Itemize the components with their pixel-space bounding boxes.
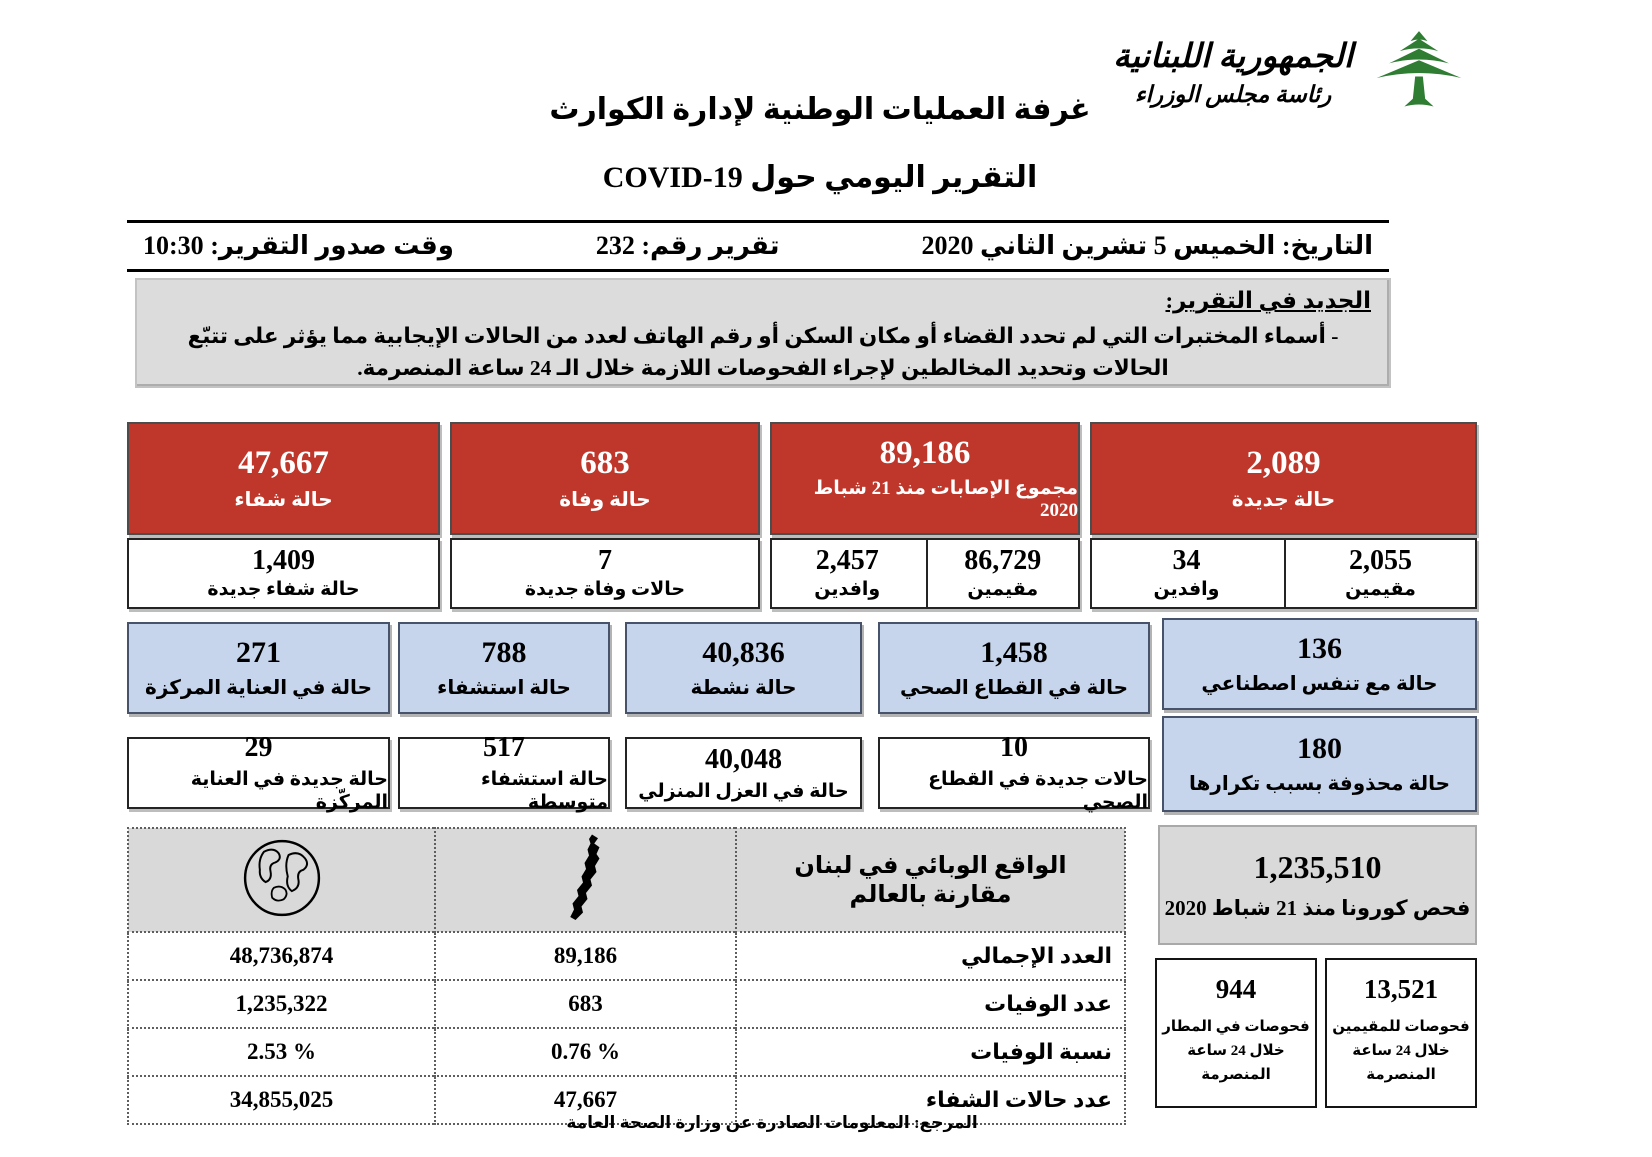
new-deaths-label: حالات وفاة جديدة (524, 579, 686, 601)
page-title: غرفة العمليات الوطنية لإدارة الكوارث (549, 93, 1091, 126)
duplicates-removed-label: حالة محذوفة بسبب تكرارها (1188, 773, 1451, 795)
new-cases-arrivals-value: 34 (1172, 544, 1201, 576)
lebanon-map-icon (560, 833, 612, 923)
row-recoveries-lebanon: 47,667 (435, 1076, 736, 1124)
new-cases-residents-value: 2,055 (1349, 544, 1412, 576)
comparison-table-header (128, 828, 1125, 932)
active-cases-label: حالة نشطة (690, 677, 797, 699)
airport-tests-label-2: خلال 24 ساعة (1187, 1043, 1285, 1059)
comparison-table-title: الواقع الوبائي في لبنان مقارنة بالعالم (736, 828, 1125, 932)
status-card-icu (127, 622, 390, 714)
icu-value: 271 (236, 636, 281, 669)
health-sector-new-label: حالات جديدة في القطاع الصحي (928, 769, 1148, 813)
total-cases-arrivals-label: وافدين (814, 579, 881, 601)
home-isolation-value: 40,048 (705, 743, 782, 775)
report-date: التاريخ: الخميس 5 تشرين الثاني 2020 (921, 231, 1373, 260)
deaths-label: حالة وفاة (559, 489, 651, 511)
new-cases-breakdown (1090, 538, 1477, 609)
world-column-header (128, 828, 435, 932)
total-cases-residents-label: مقيمين (967, 579, 1039, 601)
status-card-health-sector-new (878, 732, 1150, 813)
row-recoveries-label: عدد حالات الشفاء (736, 1076, 1125, 1124)
new-cases-arrivals (1092, 540, 1281, 607)
stat-card-new-cases (1090, 422, 1477, 535)
total-cases-label: مجموع الإصابات منذ 21 شباط 2020 (813, 478, 1078, 521)
stat-card-total-cases (770, 422, 1080, 535)
hospital-moderate-value: 517 (483, 732, 525, 763)
row-death-rate-label: نسبة الوفيات (736, 1028, 1125, 1076)
row-total-lebanon: 89,186 (435, 932, 736, 980)
table-row-total (128, 932, 1125, 980)
row-recoveries-world: 34,855,025 (128, 1076, 435, 1124)
stat-card-recoveries (127, 422, 440, 535)
new-deaths-value: 7 (598, 544, 612, 576)
status-card-health-sector (878, 622, 1150, 714)
whats-new-body: أسماء المختبرات التي لم تحدد القضاء أو مكان السكن أو رقم الهاتف لعدد من الحالات الإيجابية مما يؤثر على تتبّع الحالات وتحديد المخالطين لإجراء الفحوصات اللازمة خلال الـ 24 ساعة المنصرمة. (187, 324, 1326, 381)
residents-tests-value: 13,521 (1363, 974, 1439, 1004)
total-tests-label: فحص كورونا منذ 21 شباط 2020 (1164, 896, 1471, 920)
deaths-value: 683 (580, 445, 630, 481)
row-death-rate-lebanon: 0.76 % (435, 1028, 736, 1076)
status-card-ventilator (1162, 618, 1477, 710)
report-issue-time: وقت صدور التقرير: 10:30 (143, 231, 454, 260)
airport-tests-card (1155, 958, 1317, 1108)
table-row-deaths (128, 980, 1125, 1028)
health-sector-new-value: 10 (1000, 732, 1028, 763)
total-tests-value: 1,235,510 (1253, 849, 1382, 885)
home-isolation-label: حالة في العزل المنزلي (638, 780, 849, 802)
whats-new-bullet: - (1331, 324, 1339, 348)
residents-tests-label-2: خلال 24 ساعة (1352, 1043, 1450, 1059)
total-cases-arrivals (772, 540, 923, 607)
hospitalized-label: حالة استشفاء (437, 677, 571, 699)
new-cases-value: 2,089 (1246, 445, 1321, 481)
active-cases-value: 40,836 (702, 636, 785, 669)
residents-tests-label-3: المنصرمة (1366, 1067, 1436, 1083)
ventilator-label: حالة مع تنفس اصطناعي (1201, 673, 1438, 695)
new-cases-arrivals-label: وافدين (1153, 579, 1220, 601)
total-cases-residents-value: 86,729 (964, 544, 1042, 576)
report-info-bar (127, 220, 1389, 272)
airport-tests-label-3: المنصرمة (1201, 1067, 1271, 1083)
ventilator-value: 136 (1297, 632, 1342, 665)
row-deaths-world: 1,235,322 (128, 980, 435, 1028)
logo-org-name: الجمهورية اللبنانية (1113, 39, 1353, 75)
row-death-rate-world: 2.53 % (128, 1028, 435, 1076)
icu-new-value: 29 (244, 732, 273, 763)
icu-new-label: حالة جديدة في العناية المركّزة (190, 769, 388, 813)
total-tests-card (1158, 825, 1477, 945)
total-cases-breakdown (770, 538, 1080, 609)
recoveries-label: حالة شفاء (234, 489, 333, 511)
logo-org-subtitle: رئاسة مجلس الوزراء (1134, 82, 1332, 107)
report-number: تقرير رقم: 232 (595, 231, 780, 260)
status-card-duplicates-removed (1162, 716, 1477, 812)
globe-icon (241, 837, 323, 919)
new-recoveries-value: 1,409 (252, 544, 315, 576)
duplicates-removed-value: 180 (1297, 732, 1342, 765)
page-subtitle: التقرير اليومي حول COVID-19 (602, 161, 1038, 194)
source-note: المرجع: المعلومات الصادرة عن وزارة الصحة العامة (566, 1113, 978, 1132)
recoveries-value: 47,667 (238, 445, 329, 481)
total-cases-arrivals-value: 2,457 (815, 544, 879, 576)
icu-label: حالة في العناية المركزة (145, 677, 372, 699)
airport-tests-value: 944 (1215, 974, 1257, 1004)
status-card-hospitalized (398, 622, 610, 714)
airport-tests-label-1: فحوصات في المطار (1162, 1019, 1310, 1035)
new-deaths-card (450, 538, 760, 609)
total-cases-value: 89,186 (879, 435, 971, 471)
status-card-home-isolation (625, 737, 862, 809)
new-cases-residents-label: مقيمين (1345, 579, 1416, 601)
stat-card-deaths (450, 422, 760, 535)
hospital-moderate-label: حالة استشفاء متوسطة (480, 769, 608, 813)
lebanon-column-header (435, 828, 736, 932)
new-cases-label: حالة جديدة (1231, 489, 1336, 511)
comparison-table (127, 827, 1126, 1125)
residents-tests-card (1325, 958, 1477, 1108)
row-total-label: العدد الإجمالي (736, 932, 1125, 980)
status-card-active-cases (625, 622, 862, 714)
hospitalized-value: 788 (481, 636, 527, 669)
whats-new-heading: الجديد في التقرير: (1165, 288, 1371, 313)
health-sector-label: حالة في القطاع الصحي (899, 677, 1129, 699)
total-cases-residents (926, 540, 1079, 607)
row-deaths-lebanon: 683 (435, 980, 736, 1028)
row-total-world: 48,736,874 (128, 932, 435, 980)
residents-tests-label-1: فحوصات للمقيمين (1332, 1019, 1470, 1035)
whats-new-box (135, 278, 1391, 388)
new-cases-residents (1284, 540, 1475, 607)
status-card-hospital-moderate (398, 732, 610, 813)
status-card-icu-new (127, 732, 390, 813)
cedar-tree-icon (1369, 22, 1469, 134)
health-sector-value: 1,458 (980, 636, 1048, 669)
whats-new-text (155, 320, 1371, 385)
table-row-death-rate (128, 1028, 1125, 1076)
row-deaths-label: عدد الوفيات (736, 980, 1125, 1028)
new-recoveries-label: حالة شفاء جديدة (207, 579, 360, 601)
new-recoveries-card (127, 538, 440, 609)
